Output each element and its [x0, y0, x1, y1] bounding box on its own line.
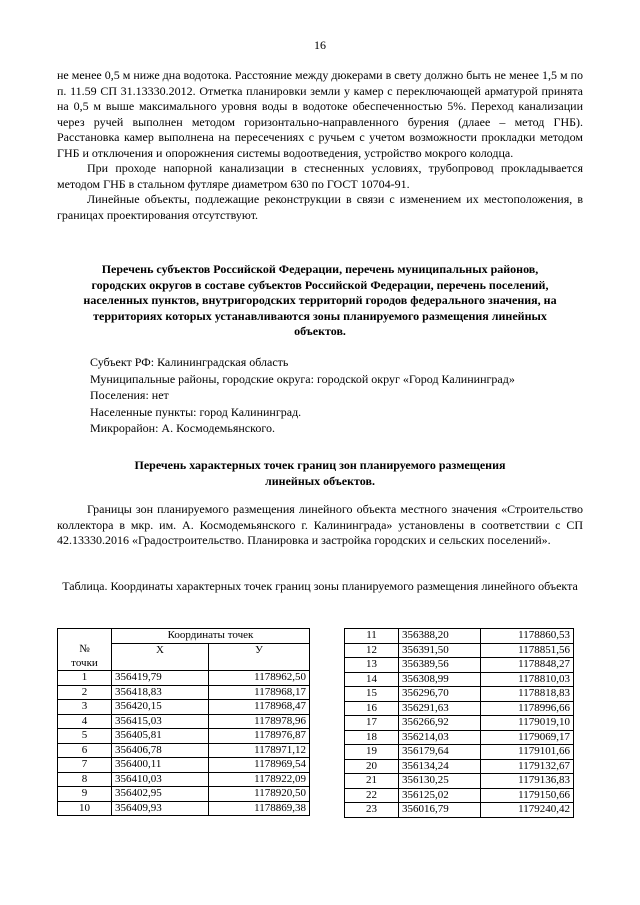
paragraph-culvert: не менее 0,5 м ниже дна водотока. Расстояние между дюкерами в свету должно быть не менее 1,5 м по п. 11.59 СП 31.13330.2012. Отметка планировки земли у камер с переключающей арматурой принята на 0,5 м выше максимального уровня воды в водотоке обеспеченностью 5%. Переход канализации через ручей выполнен методом горизонтально-направленного бурения (длаее – метод ГНБ). Расстановка камер выполнена на пересечениях с ручьем с учетом возможности прокладки методом ГНБ и отключения и опорожнения системы водоотведения, устройство мокрого колодца.: [57, 68, 583, 160]
point-number: 3: [58, 700, 112, 715]
point-number: 9: [58, 787, 112, 802]
coord-y: 1179069,17: [481, 730, 574, 745]
coordinates-table-right: [344, 628, 574, 818]
coord-y: 1178869,38: [209, 801, 310, 816]
point-number: 4: [58, 714, 112, 729]
subject-settlements: Поселения: нет: [90, 388, 169, 402]
table-row: [345, 759, 574, 774]
table-row: [58, 743, 310, 758]
table-row: [345, 774, 574, 789]
point-number: 12: [345, 643, 399, 658]
point-number: 6: [58, 743, 112, 758]
page-number: 16: [314, 38, 326, 52]
header-coordinates: Координаты точек: [112, 629, 310, 644]
coord-y: 1178851,56: [481, 643, 574, 658]
point-number: 10: [58, 801, 112, 816]
table-row: [345, 745, 574, 760]
point-number: 5: [58, 729, 112, 744]
table-row: [58, 772, 310, 787]
coord-x: 356016,79: [399, 803, 481, 818]
table-row: [58, 787, 310, 802]
body-text-top: [57, 68, 583, 223]
coord-x: 356402,95: [112, 787, 209, 802]
point-number: 20: [345, 759, 399, 774]
coord-x: 356388,20: [399, 629, 481, 644]
paragraph-reconstruction: Линейные объекты, подлежащие реконструкции в связи с изменением их местоположения, в границах проектирования отсутствуют.: [57, 192, 583, 222]
point-number: 1: [58, 671, 112, 686]
paragraph-pressure-sewer: При проходе напорной канализации в стесненных условиях, трубопровод прокладывается методом ГНБ в стальном футляре диаметром 630 по ГОСТ 10704-91.: [57, 161, 583, 191]
subject-localities: Населенные пункты: город Калининград.: [90, 404, 302, 419]
coord-x: 356389,56: [399, 658, 481, 673]
point-number: 11: [345, 629, 399, 644]
subject-region: Субъект РФ: Калининградская область: [90, 355, 289, 369]
table-caption: Таблица. Координаты характерных точек границ зоны планируемого размещения линейного объекта: [62, 579, 578, 593]
coord-x: 356296,70: [399, 687, 481, 702]
coord-y: 1179019,10: [481, 716, 574, 731]
coord-x: 356409,93: [112, 801, 209, 816]
header-number-2: точки: [58, 657, 112, 671]
point-number: 8: [58, 772, 112, 787]
coord-y: 1178962,50: [209, 671, 310, 686]
coord-y: 1179132,67: [481, 759, 574, 774]
coord-x: 356419,79: [112, 671, 209, 686]
table-row: [345, 730, 574, 745]
coordinates-table-left: [57, 628, 310, 816]
coord-y: 1178978,96: [209, 714, 310, 729]
coord-x: 356266,92: [399, 716, 481, 731]
coord-x: 356308,99: [399, 672, 481, 687]
coord-y: 1178971,12: [209, 743, 310, 758]
coord-x: 356134,24: [399, 759, 481, 774]
table-row: [58, 685, 310, 700]
coord-x: 356405,81: [112, 729, 209, 744]
table-row: [345, 803, 574, 818]
table-row: [58, 729, 310, 744]
coord-y: 1178996,66: [481, 701, 574, 716]
coord-y: 1178810,03: [481, 672, 574, 687]
coord-x: 356179,64: [399, 745, 481, 760]
point-number: 17: [345, 716, 399, 731]
subject-microdistrict: Микрорайон: А. Космодемьянского.: [90, 421, 275, 435]
table-row: [345, 687, 574, 702]
paragraph-boundaries: Границы зон планируемого размещения линейного объекта местного значения «Строительство коллектора в мкр. им. А. Космодемьянского г. Калининграда» установлены в соответствии с СП 42.13330.2016 «Градостроительство. Планировка и застройка городских и сельских поселений».: [57, 502, 583, 547]
subject-municipal: Муниципальные районы, городские округа: городской округ «Город Калининград»: [90, 371, 515, 386]
table-row: [345, 643, 574, 658]
point-number: 19: [345, 745, 399, 760]
coord-y: 1179150,66: [481, 788, 574, 803]
coord-y: 1179240,42: [481, 803, 574, 818]
heading-subjects: Перечень субъектов Российской Федерации, перечень муниципальных районов, городских округов в составе субъектов Российской Федерации, перечень поселений, населенных пунктов, внутригородских территорий городов федерального значения, на территориях которых устанавливаются зоны планируемого размещения линейных объектов.: [83, 262, 557, 338]
subjects-list: [90, 354, 515, 437]
point-number: 23: [345, 803, 399, 818]
point-number: 18: [345, 730, 399, 745]
header-number: №: [58, 643, 112, 657]
table-row: [345, 701, 574, 716]
coord-x: 356125,02: [399, 788, 481, 803]
coord-x: 356214,03: [399, 730, 481, 745]
point-number: 2: [58, 685, 112, 700]
table-row: [345, 788, 574, 803]
coord-y: 1178976,87: [209, 729, 310, 744]
coord-y: 1178848,27: [481, 658, 574, 673]
table-row: [58, 714, 310, 729]
coord-x: 356415,03: [112, 714, 209, 729]
header-x: X: [112, 643, 209, 671]
coord-y: 1178922,09: [209, 772, 310, 787]
table-row: [345, 672, 574, 687]
table-row: [58, 758, 310, 773]
coord-y: 1179136,83: [481, 774, 574, 789]
point-number: 14: [345, 672, 399, 687]
table-row: [58, 671, 310, 686]
heading-points: Перечень характерных точек границ зон планируемого размещения линейных объектов.: [134, 458, 506, 488]
header-empty: [58, 629, 112, 644]
point-number: 16: [345, 701, 399, 716]
coord-y: 1178860,53: [481, 629, 574, 644]
coord-x: 356130,25: [399, 774, 481, 789]
table-row: [58, 700, 310, 715]
point-number: 22: [345, 788, 399, 803]
coord-y: 1178969,54: [209, 758, 310, 773]
coord-x: 356406,78: [112, 743, 209, 758]
header-y: У: [209, 643, 310, 671]
point-number: 7: [58, 758, 112, 773]
coord-x: 356400,11: [112, 758, 209, 773]
table-row: [58, 801, 310, 816]
table-row: [345, 716, 574, 731]
table-row: [345, 629, 574, 644]
coord-y: 1179101,66: [481, 745, 574, 760]
point-number: 15: [345, 687, 399, 702]
coord-x: 356391,50: [399, 643, 481, 658]
coord-y: 1178968,47: [209, 700, 310, 715]
coord-x: 356410,03: [112, 772, 209, 787]
coord-y: 1178818,83: [481, 687, 574, 702]
point-number: 13: [345, 658, 399, 673]
table-row: [345, 658, 574, 673]
coord-y: 1178968,17: [209, 685, 310, 700]
coord-x: 356418,83: [112, 685, 209, 700]
coord-x: 356291,63: [399, 701, 481, 716]
coord-y: 1178920,50: [209, 787, 310, 802]
point-number: 21: [345, 774, 399, 789]
coord-x: 356420,15: [112, 700, 209, 715]
